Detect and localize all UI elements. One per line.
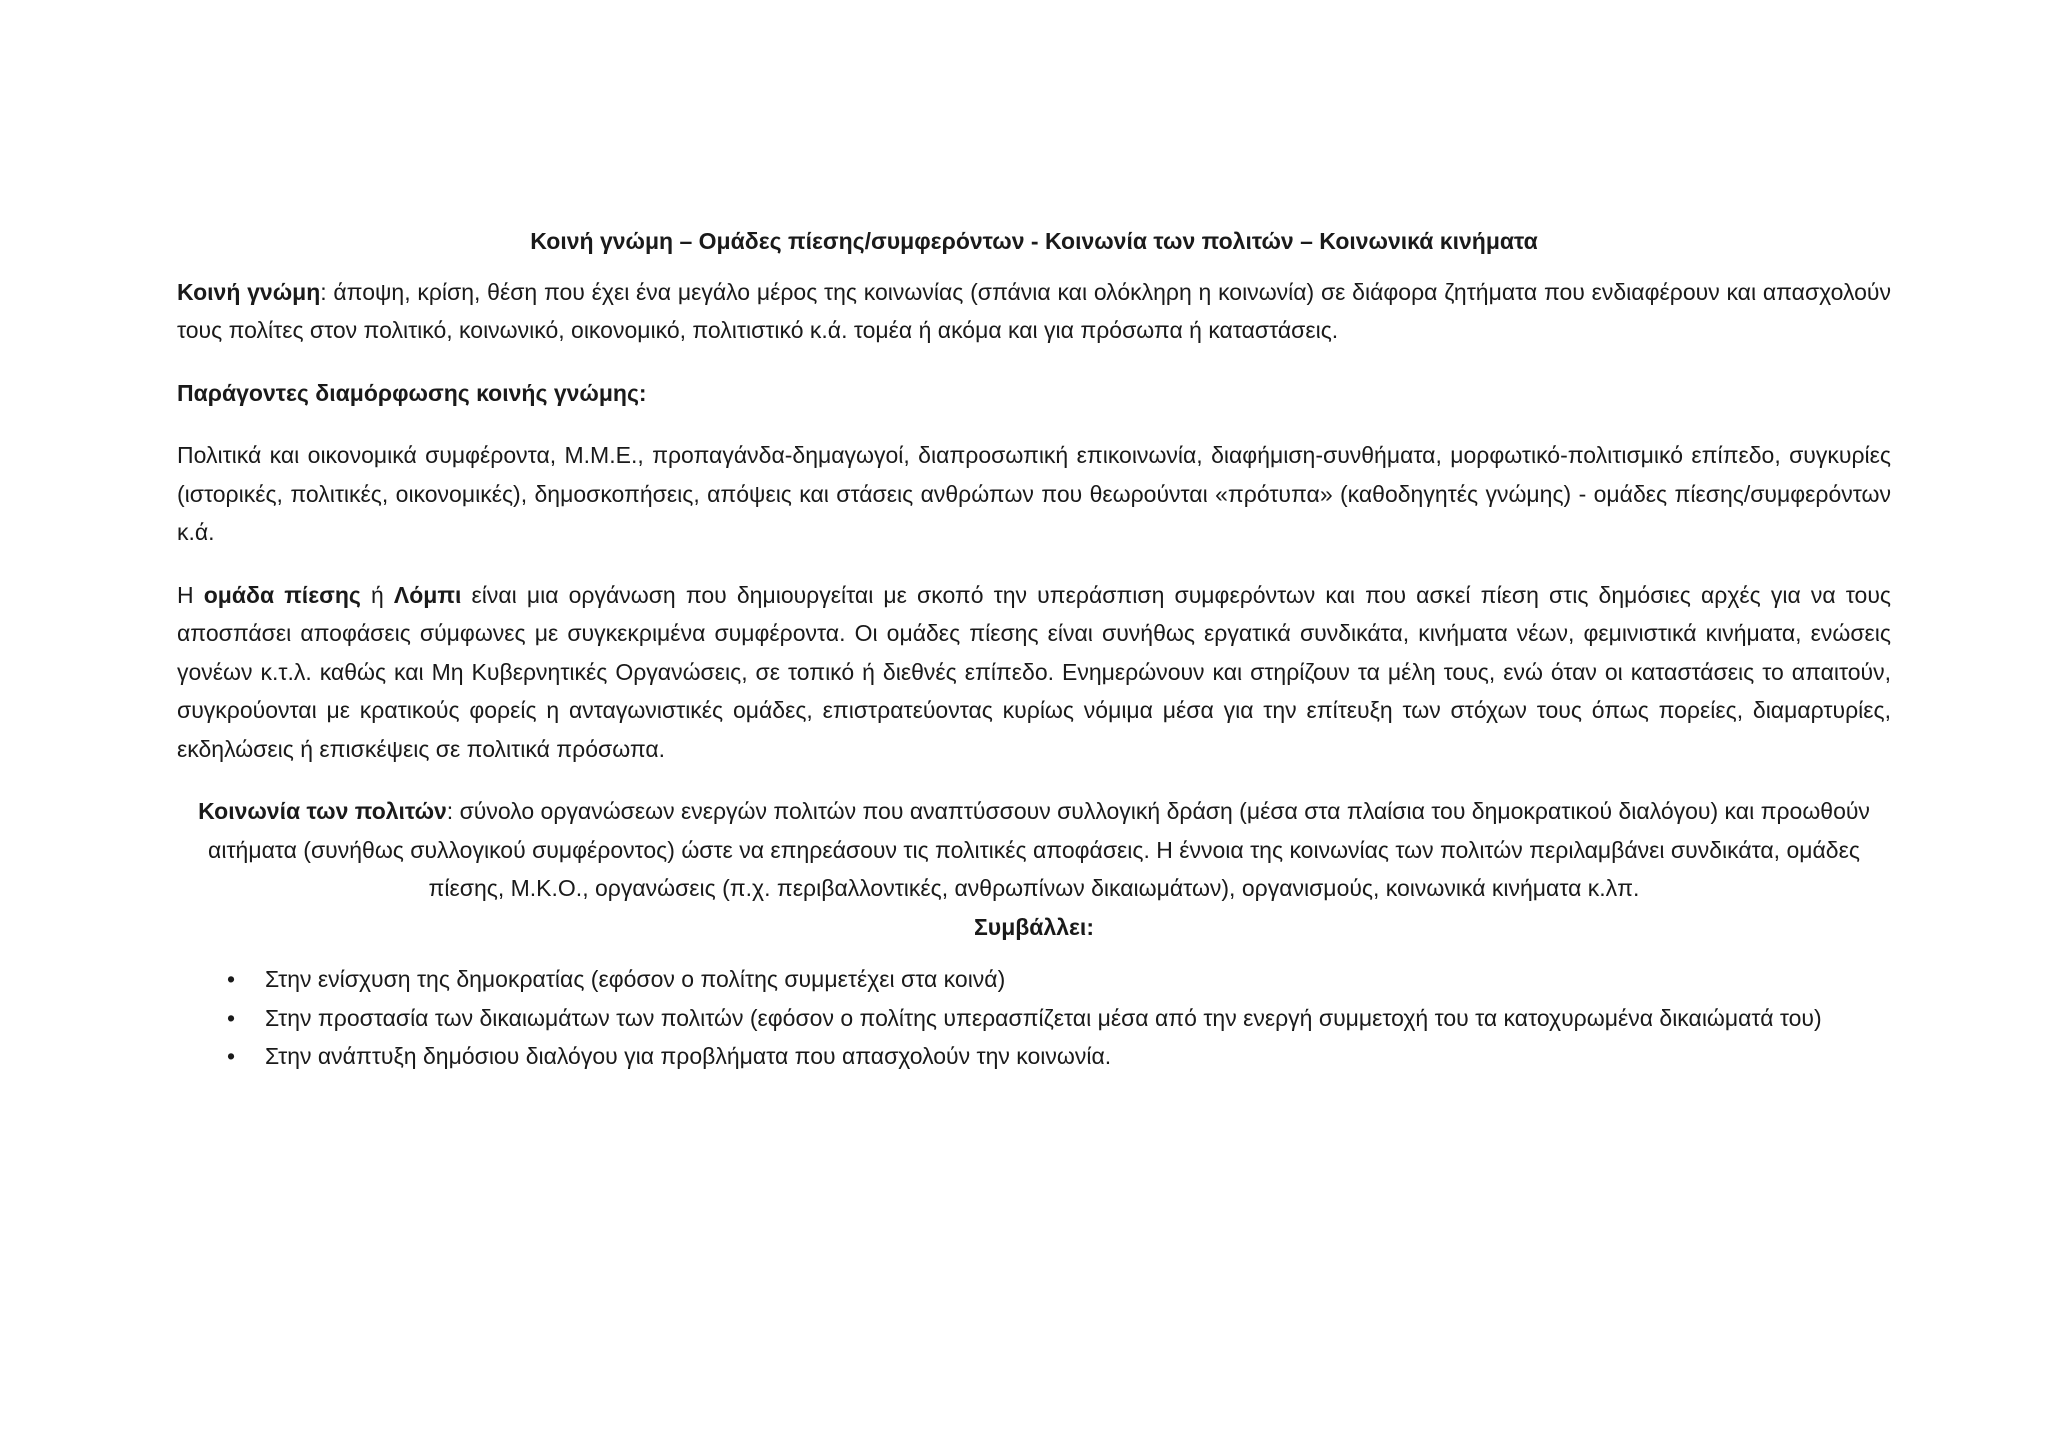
definition-text: : άποψη, κρίση, θέση που έχει ένα μεγάλο μέρος της κοινωνίας (σπάνια και ολόκληρη η κοινωνία) σε διάφορα ζητήματα που ενδιαφέρουν και απασχολούν τους πολίτες στον πολιτικό, κοινωνικό, οικονομικό, πολιτιστικό κ.ά. τομέα ή ακόμα και για πρόσωπα ή καταστάσεις. (177, 278, 1891, 343)
lobby-paragraph (177, 576, 1891, 769)
list-item (177, 999, 1891, 1038)
lobby-text: είναι μια οργάνωση που δημιουργείται με σκοπό την υπεράσπιση συμφερόντων και που ασκεί πίεση στις δημόσιες αρχές για να τους αποσπάσει αποφάσεις σύμφωνες με συγκεκριμένα συμφέροντα. Οι ομάδες πίεσης είναι συνήθως εργατικά συνδικάτα, κινήματα νέων, φεμινιστικά κινήματα, ενώσεις γονέων κ.τ.λ. καθώς και Μη Κυβερνητικές Οργανώσεις, σε τοπικό ή διεθνές επίπεδο. Ενημερώνουν και στηρίζουν τα μέλη τους, ενώ όταν οι καταστάσεις το απαιτούν, συγκρούονται με κρατικούς φορείς η ανταγωνιστικές ομάδες, επιστρατεύοντας κυρίως νόμιμα μέσα για την επίτευξη των στόχων τους όπως πορείες, διαμαρτυρίες, εκδηλώσεις ή επισκέψεις σε πολιτικά πρόσωπα. (177, 581, 1891, 762)
bullet-icon: • (227, 1004, 236, 1031)
lobby-term-lobby: Λόμπι (393, 581, 462, 608)
document-page (177, 222, 1891, 1076)
factors-heading: Παράγοντες διαμόρφωσης κοινής γνώμης: (177, 379, 647, 406)
definition-term: Κοινή γνώμη (177, 278, 321, 305)
list-item-text: Στην προστασία των δικαιωμάτων των πολιτών (εφόσον ο πολίτης υπερασπίζεται μέσα από την ενεργή συμμετοχή του τα κατοχυρωμένα δικαιώματά του) (265, 1004, 1822, 1031)
lobby-mid: ή (360, 581, 394, 608)
lobby-prefix: Η (177, 581, 204, 608)
list-item-text: Στην ανάπτυξη δημόσιου διαλόγου για προβλήματα που απασχολούν την κοινωνία. (265, 1043, 1112, 1069)
contributions-list (177, 960, 1891, 1076)
list-item (177, 960, 1891, 999)
civil-society-term: Κοινωνία των πολιτών (198, 798, 447, 824)
contributes-label: Συμβάλλει: (974, 913, 1094, 940)
factors-paragraph: Πολιτικά και οικονομικά συμφέροντα, Μ.Μ.Ε., προπαγάνδα-δημαγωγοί, διαπροσωπική επικοινωνία, διαφήμιση-συνθήματα, μορφωτικό-πολιτισμικό επίπεδο, συγκυρίες (ιστορικές, πολιτικές, οικονομικές), δημοσκοπήσεις, απόψεις και στάσεις ανθρώπων που θεωρούνται «πρότυπα» (καθοδηγητές γνώμης) - ομάδες πίεσης/συμφερόντων κ.ά. (177, 442, 1891, 545)
bullet-icon: • (227, 966, 236, 992)
lobby-term-pressure-group: ομάδα πίεσης (203, 581, 361, 608)
list-item (177, 1037, 1891, 1076)
civil-society-text: : σύνολο οργανώσεων ενεργών πολιτών που αναπτύσσουν συλλογική δράση (μέσα στα πλαίσια του δημοκρατικού διαλόγου) και προωθούν αιτήματα (συνήθως συλλογικού συμφέροντος) ώστε να επηρεάσουν τις πολιτικές αποφάσεις. Η έννοια της κοινωνίας των πολιτών περιλαμβάνει συνδικάτα, ομάδες πίεσης, Μ.Κ.Ο., οργανώσεις (π.χ. περιβαλλοντικές, ανθρωπίνων δικαιωμάτων), οργανισμούς, κοινωνικά κινήματα κ.λπ. (208, 798, 1870, 901)
definition-paragraph (177, 273, 1891, 350)
list-item-text: Στην ενίσχυση της δημοκρατίας (εφόσον ο πολίτης συμμετέχει στα κοινά) (265, 966, 1006, 992)
bullet-icon: • (227, 1043, 236, 1069)
document-title: Κοινή γνώμη – Ομάδες πίεσης/συμφερόντων - Κοινωνία των πολιτών – Κοινωνικά κινήματα (530, 228, 1538, 254)
civil-society-paragraph (177, 792, 1891, 946)
